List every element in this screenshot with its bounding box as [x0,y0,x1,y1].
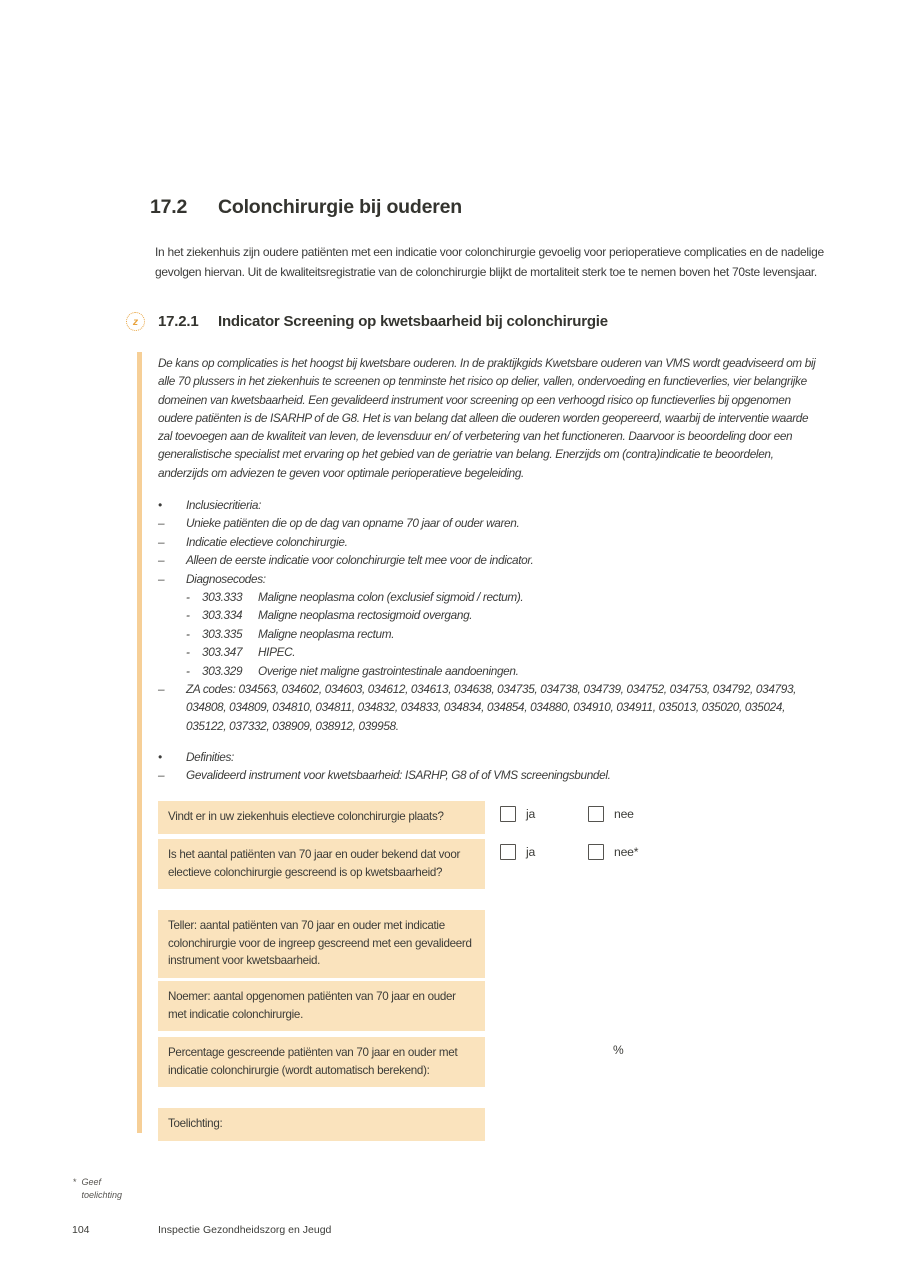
page-number: 104 [72,1224,90,1236]
footer-organization: Inspectie Gezondheidszorg en Jeugd [158,1224,332,1236]
percentage-row [158,1037,824,1087]
footnote [73,1176,122,1202]
footnote-asterisk: * [73,1177,77,1187]
list-item: – Unieke patiënten die op de dag van opname 70 jaar of ouder waren. [158,514,824,532]
dash-icon: – [158,768,165,783]
dash-icon: – [158,516,165,531]
dash-icon: - [186,590,190,605]
dash-icon: - [186,645,190,660]
question-label: Is het aantal patiënten van 70 jaar en ouder bekend dat voor electieve colonchirurgie gescreend is op kwetsbaarheid? [158,839,485,889]
definitions-list [158,748,824,785]
diagnose-code: 303.334 [202,608,243,623]
bullet-icon: • [158,498,162,512]
remarks-label: Toelichting: [158,1108,485,1141]
numerator-label: Teller: aantal patiënten van 70 jaar en ouder met indicatie colonchirurgie voor de ingreep gescreend met een gevalideerd instrument voor kwetsbaarheid. [158,910,485,978]
inclusion-criteria-list [158,496,824,735]
diagnose-code-item [186,625,824,643]
list-item: – Gevalideerd instrument voor kwetsbaarheid: ISARHP, G8 of of VMS screeningsbundel. [158,766,824,784]
yes-checkbox[interactable] [500,844,516,860]
diagnose-code-item [186,606,824,624]
numerator-row [158,910,824,978]
no-checkbox[interactable] [588,806,604,822]
bullet-icon: • [158,750,162,764]
section-accent-bar [137,352,142,1133]
list-item: – Diagnosecodes: [158,570,824,588]
question-row-elective-surgery [158,801,824,834]
diagnose-label: Maligne neoplasma colon (exclusief sigmoid / rectum). [258,590,524,605]
diagnose-label: Maligne neoplasma rectum. [258,626,395,641]
list-item: • Definities: [158,748,824,766]
dash-icon: – [158,571,165,586]
section-number: 17.2 [150,196,188,218]
section-heading [150,196,462,219]
dash-icon: - [186,608,190,623]
section-intro-paragraph: In het ziekenhuis zijn oudere patiënten met een indicatie voor colonchirurgie gevoelig voor perioperatieve complicaties en de nadelige gevolgen hiervan. Uit de kwaliteitsregistratie van de colonchirurgie blijkt de mortaliteit sterk toe te nemen boven het 70ste levensjaar. [155,245,824,279]
diagnose-code: 303.333 [202,590,243,605]
list-item: – Indicatie electieve colonchirurgie. [158,533,824,551]
diagnose-code: 303.335 [202,626,243,641]
answer-yes [500,806,588,822]
diagnose-code: 303.329 [202,663,243,678]
yes-label: ja [526,807,536,821]
question-row-screening-known [158,839,824,889]
dash-icon: – [158,534,165,549]
dash-icon: - [186,626,190,641]
yes-label: ja [526,845,536,859]
percentage-label: Percentage gescreende patiënten van 70 jaar en ouder met indicatie colonchirurgie (wordt automatisch berekend): [158,1037,485,1087]
dash-icon: – [158,682,165,697]
answer-no [588,844,676,860]
answer-no [588,806,676,822]
no-checkbox[interactable] [588,844,604,860]
indicator-title: Indicator Screening op kwetsbaarheid bij colonchirurgie [218,313,608,330]
list-item: – Alleen de eerste indicatie voor colonchirurgie telt mee voor de indicator. [158,551,824,569]
no-star-label: nee* [614,845,639,859]
denominator-row [158,981,824,1031]
diagnose-code-item [186,662,824,680]
percent-symbol: % [613,1043,624,1057]
diagnose-code-item [186,588,824,606]
answer-options [500,844,676,860]
indicator-number: 17.2.1 [158,313,199,330]
remarks-row [158,1108,824,1141]
denominator-label: Noemer: aantal opgenomen patiënten van 70 jaar en ouder met indicatie colonchirurgie. [158,981,485,1031]
question-label: Vindt er in uw ziekenhuis electieve colonchirurgie plaats? [158,801,485,834]
no-label: nee [614,807,634,821]
diagnose-code-item [186,643,824,661]
diagnose-label: Overige niet maligne gastrointestinale aandoeningen. [258,663,519,678]
yes-checkbox[interactable] [500,806,516,822]
dash-icon: – [158,553,165,568]
answer-options [500,806,676,822]
footnote-text: Geef toelichting [81,1177,123,1200]
za-codes-item: – ZA codes: 034563, 034602, 034603, 034612, 034613, 034638, 034735, 034738, 034739, 034752, 034753, 034792, 034793, 034808, 034809, 034810, 034811, 034832, 034833, 034834, 034854, 034880, 034910, 034911, 035013, 035020, 035024, 035122, 037332, 038909, 038912, 039958. [158,680,824,735]
list-item: • Inclusiecritieria: [158,496,824,514]
section-title: Colonchirurgie bij ouderen [218,196,462,218]
diagnose-code: 303.347 [202,645,243,660]
indicator-heading [158,313,608,330]
diagnose-label: Maligne neoplasma rectosigmoid overgang. [258,608,473,623]
answer-yes [500,844,588,860]
diagnose-label: HIPEC. [258,645,296,660]
indicator-badge-icon: z [126,312,145,331]
indicator-description: De kans op complicaties is het hoogst bij kwetsbare ouderen. In de praktijkgids Kwetsbare ouderen van VMS wordt geadviseerd om bij alle 70 plussers in het ziekenhuis te screenen op tenminste het risico op delier, vallen, ondervoeding en functieverlies, vier belangrijke domeinen van kwetsbaarheid. Een gevalideerd instrument voor screening op een verhoogd risico op functieverlies bij opgenomen oudere patiënten is de ISARHP of de G8. Het is van belang dat alleen die ouderen worden geopereerd, waarbij de interventie waarde zal toevoegen aan de kwaliteit van leven, de levensduur en/ of verbetering van het functioneren. Daarvoor is beoordeling door een generalistische specialist met ervaring op het gebied van de geriatrie van belang. Enerzijds om (contra)indicatie te beoordelen, anderzijds om adviezen te geven voor optimale perioperatieve begeleiding. [158,356,816,480]
dash-icon: - [186,663,190,678]
